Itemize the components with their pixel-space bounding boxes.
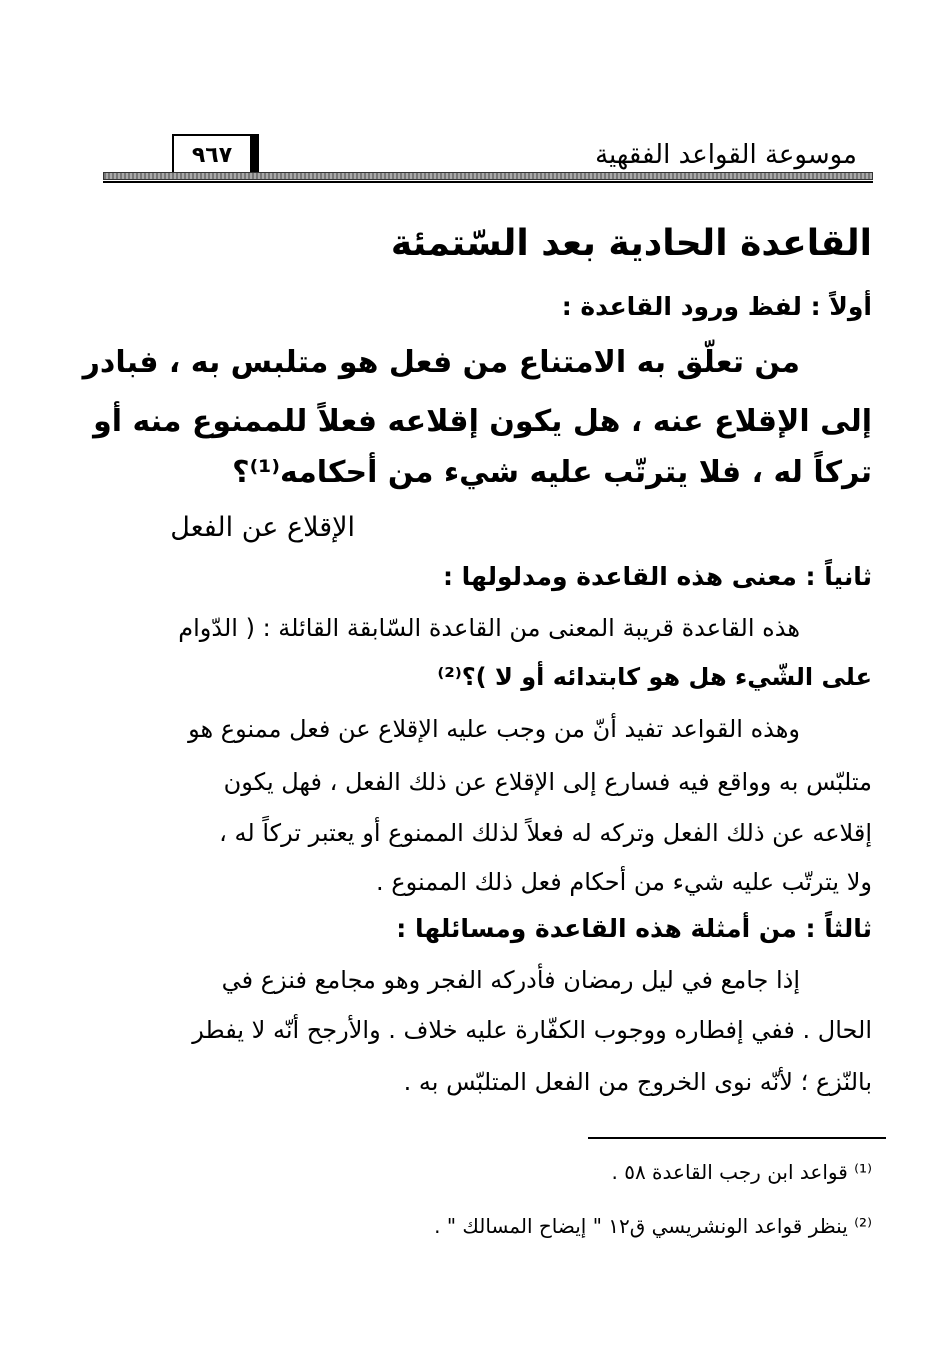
- handwritten-note: الإقلاع عن الفعل: [170, 512, 355, 543]
- paragraph-line: هذه القاعدة قريبة المعنى من القاعدة السّابقة القائلة : ( الدّوام: [178, 614, 800, 642]
- paragraph-line: إذا جامع في ليل رمضان فأدركه الفجر وهو مجامع فنزع في: [221, 966, 800, 994]
- footnote: ⁽¹⁾ قواعد ابن رجب القاعدة ٥٨ .: [611, 1160, 872, 1184]
- page-number-box: [172, 134, 252, 176]
- rule-text-line: من تعلّق به الامتناع من فعل هو متلبس به ، فبادر: [82, 345, 800, 380]
- book-title: موسوعة القواعد الفقهية: [595, 140, 857, 170]
- section-heading-first: أولاً : لفظ ورود القاعدة :: [561, 292, 872, 321]
- page-number: ٩٦٧: [191, 142, 233, 168]
- paragraph-line: بالنّزع ؛ لأنّه نوى الخروج من الفعل المتلبّس به .: [403, 1068, 872, 1096]
- header-rule-thick: [103, 172, 873, 180]
- rule-title: القاعدة الحادية بعد السّتمئة: [390, 223, 872, 264]
- footnote-separator: [588, 1137, 886, 1139]
- paragraph-line: وهذه القواعد تفيد أنّ من وجب عليه الإقلاع عن فعل ممنوع هو: [188, 715, 800, 743]
- paragraph-line: على الشّيء هل هو كابتدائه أو لا )؟⁽²⁾: [437, 663, 872, 691]
- header-rule: [103, 172, 873, 182]
- rule-text-line: إلى الإقلاع عنه ، هل يكون إقلاعه فعلاً للممنوع منه أو: [93, 404, 872, 439]
- paragraph-line: ولا يترتّب عليه شيء من أحكام فعل ذلك الممنوع .: [376, 868, 872, 896]
- paragraph-line: الحال . ففي إفطاره ووجوب الكفّارة عليه خلاف . والأرجح أنّه لا يفطر: [192, 1016, 872, 1044]
- rule-text-line: تركاً له ، فلا يترتّب عليه شيء من أحكامه⁽¹⁾؟: [232, 455, 872, 490]
- section-heading-third: ثالثاً : من أمثلة هذه القاعدة ومسائلها :: [396, 914, 872, 943]
- footnote: ⁽²⁾ ينظر قواعد الونشريسي ق١٢ " إيضاح المسالك " .: [434, 1214, 872, 1238]
- section-heading-second: ثانياً : معنى هذه القاعدة ومدلولها :: [442, 562, 872, 591]
- header-rule-thin: [103, 181, 873, 183]
- paragraph-line: متلبّس به وواقع فيه فسارع إلى الإقلاع عن ذلك الفعل ، فهل يكون: [223, 768, 872, 796]
- paragraph-line: إقلاعه عن ذلك الفعل وتركه له فعلاً لذلك الممنوع أو يعتبر تركاً له ،: [219, 819, 872, 847]
